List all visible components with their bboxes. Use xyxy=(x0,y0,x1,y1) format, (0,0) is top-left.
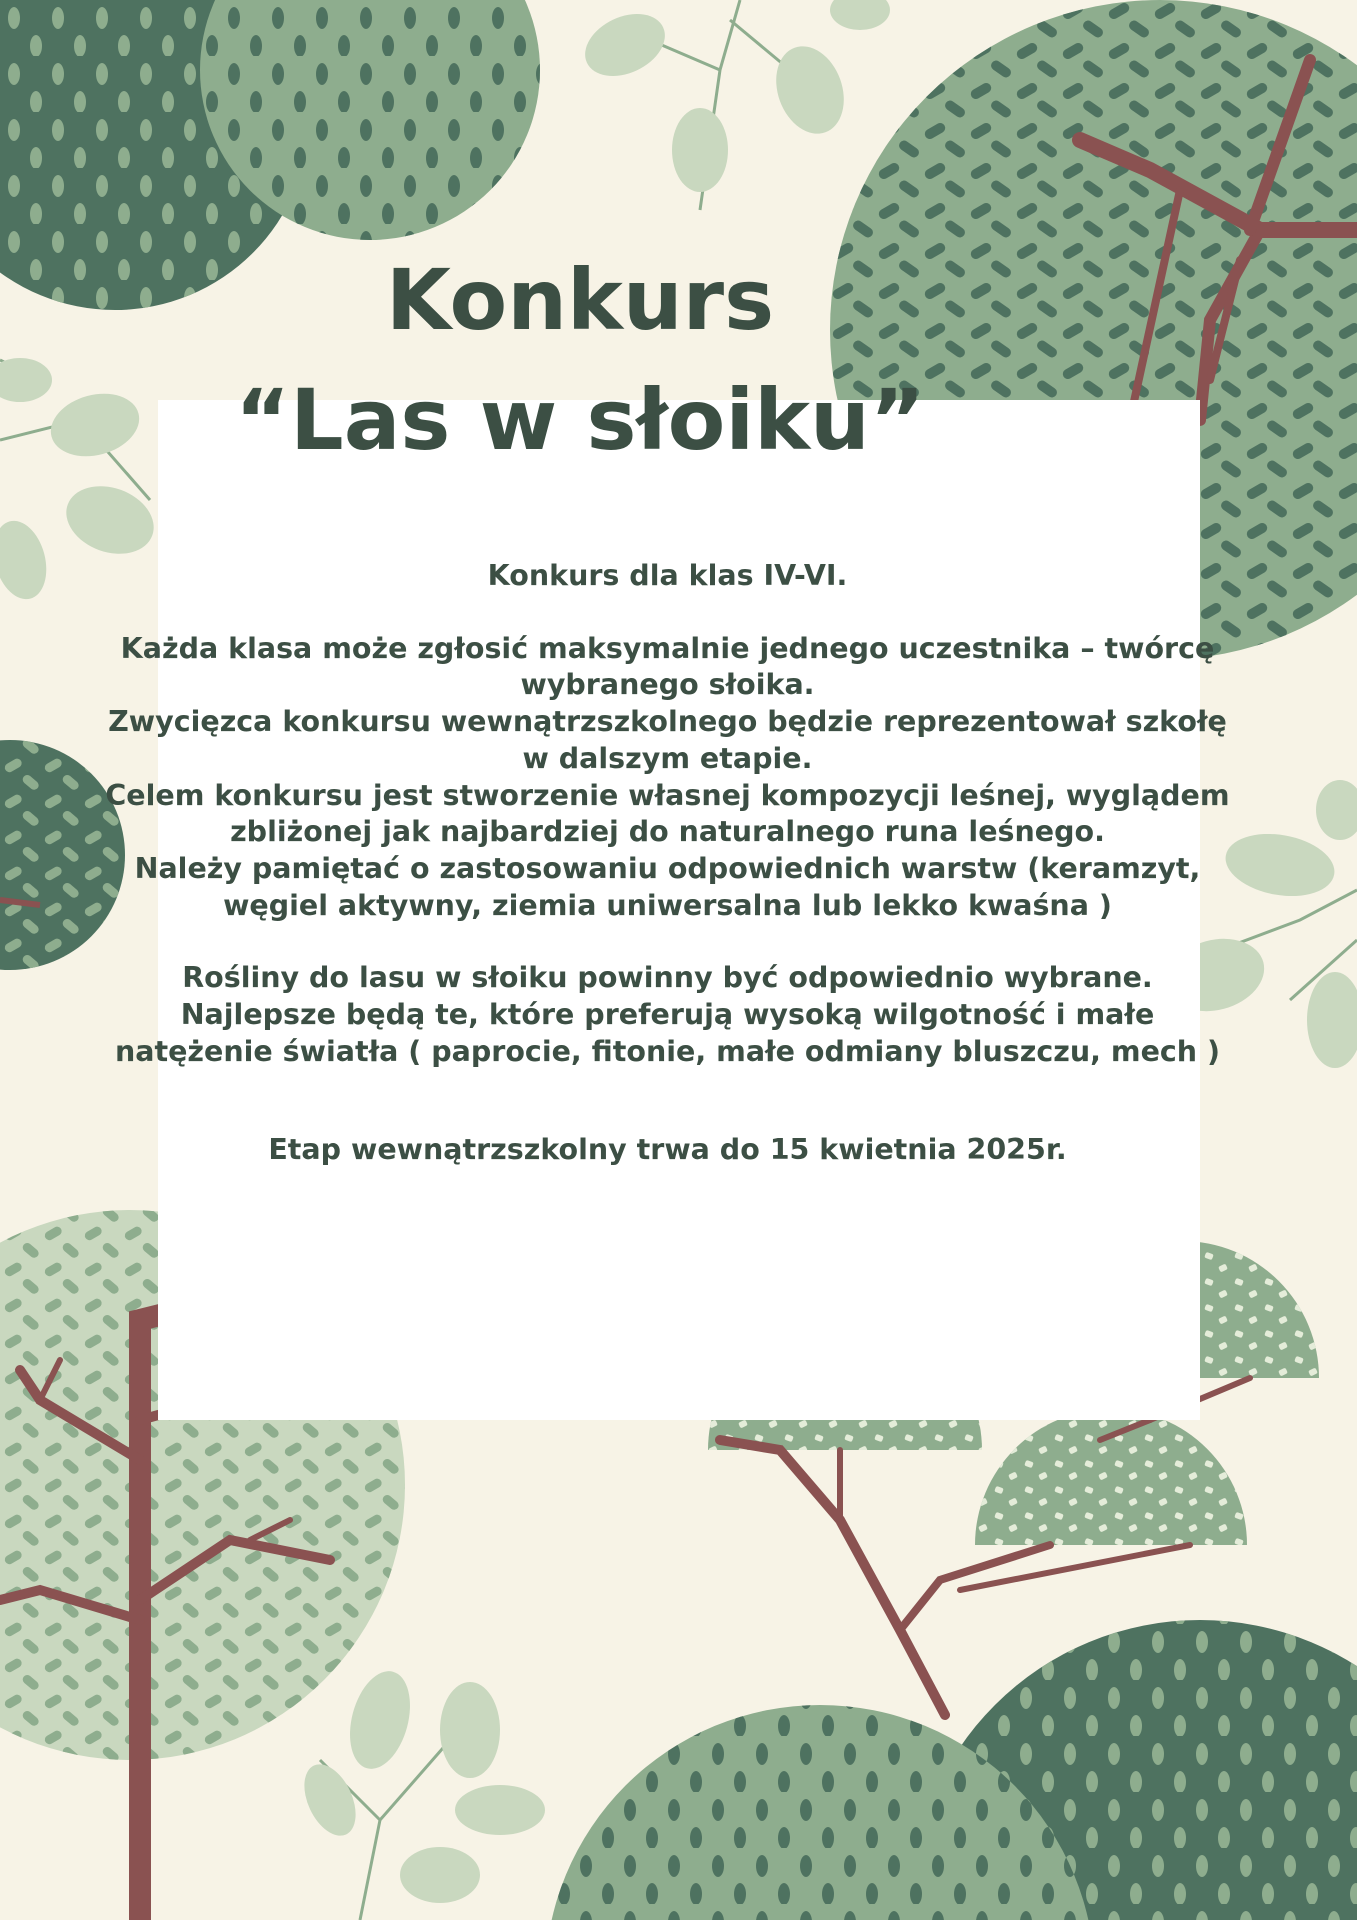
rules-line: Każda klasa może zgłosić maksymalnie jednego uczestnika – twórcę xyxy=(120,631,1215,665)
deadline-text: Etap wewnątrzszkolny trwa do 15 kwietnia 2025r. xyxy=(268,1133,1067,1167)
spacer xyxy=(100,595,1235,631)
rules-line: Należy pamiętać o zastosowaniu odpowiednich warstw (keramzyt, xyxy=(134,851,1201,885)
title-line-2: “Las w słoiku” xyxy=(234,371,926,469)
title-line-1: Konkurs xyxy=(385,251,775,349)
rules-line: wybranego słoika. xyxy=(520,668,815,702)
spacer xyxy=(100,924,1235,960)
plants-line: natężenie światła ( paprocie, fitonie, małe odmiany bluszczu, mech ) xyxy=(114,1034,1221,1068)
audience-text: Konkurs dla klas IV-VI. xyxy=(487,559,848,592)
plants-line: Rośliny do lasu w słoiku powinny być odpowiednio wybrane. xyxy=(182,961,1153,995)
rules-line: węgiel aktywny, ziemia uniwersalna lub lekko kwaśna ) xyxy=(223,888,1112,922)
rules-line: Zwycięzca konkursu wewnątrzszkolnego będzie reprezentował szkołę xyxy=(108,705,1227,739)
plants-line: Najlepsze będą te, które preferują wysoką wilgotność i małe xyxy=(180,998,1155,1032)
rules-line: zbliżonej jak najbardziej do naturalnego runa leśnego. xyxy=(230,815,1105,849)
spacer xyxy=(100,1070,1235,1132)
contest-description xyxy=(100,558,1235,1169)
rules-line: Celem konkursu jest stworzenie własnej kompozycji leśnej, wyglądem xyxy=(105,778,1230,812)
rules-line: w dalszym etapie. xyxy=(522,741,813,775)
